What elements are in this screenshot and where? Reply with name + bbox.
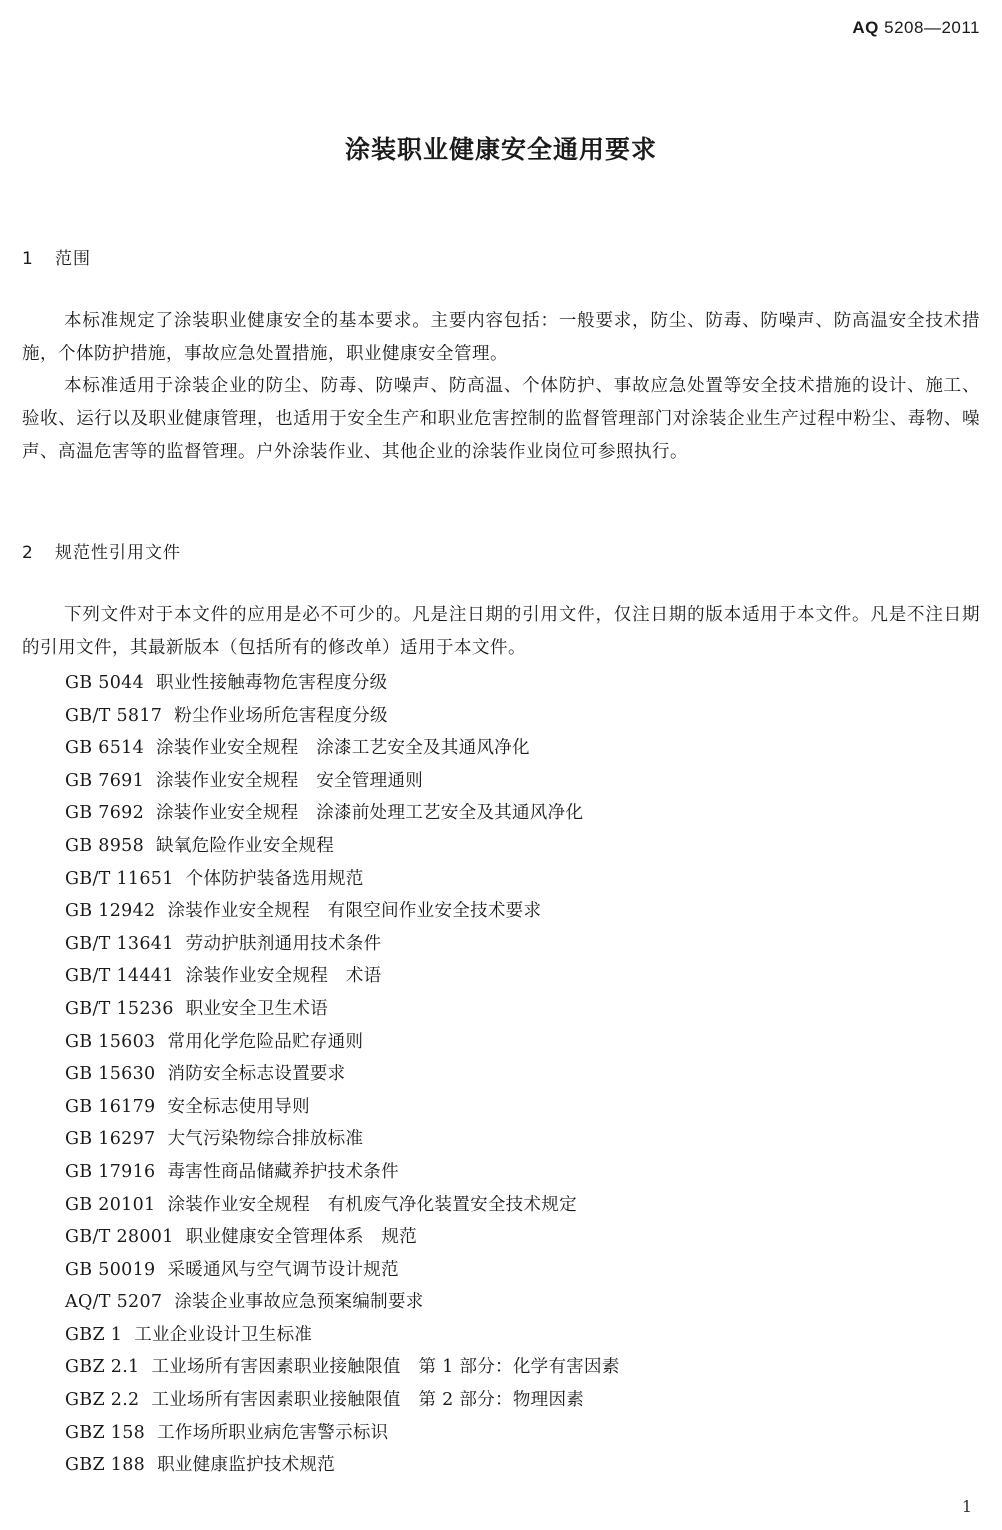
reference-title: 工业企业设计卫生标准 bbox=[134, 1324, 313, 1345]
reference-item bbox=[65, 1058, 620, 1091]
reference-item bbox=[65, 667, 620, 700]
reference-item bbox=[65, 1221, 620, 1254]
reference-title: 职业安全卫生术语 bbox=[185, 998, 329, 1019]
reference-item bbox=[65, 830, 620, 863]
reference-code: AQ/T 5207 bbox=[65, 1292, 163, 1313]
reference-title: 涂装企业事故应急预案编制要求 bbox=[174, 1292, 424, 1313]
reference-code: GB/T 13641 bbox=[65, 933, 174, 954]
reference-code: GB 16297 bbox=[65, 1129, 156, 1150]
reference-item bbox=[65, 732, 620, 765]
reference-title: 常用化学危险品贮存通则 bbox=[167, 1031, 364, 1052]
reference-title: 工业场所有害因素职业接触限值 第 2 部分：物理因素 bbox=[151, 1390, 585, 1411]
page-number: 1 bbox=[961, 1497, 972, 1516]
section-2-number: 2 bbox=[22, 543, 33, 563]
reference-item bbox=[65, 1189, 620, 1222]
reference-title: 职业健康监护技术规范 bbox=[157, 1455, 336, 1476]
normative-reference-list bbox=[65, 667, 620, 1482]
reference-code: GB 5044 bbox=[65, 673, 145, 693]
reference-item bbox=[65, 1384, 620, 1417]
reference-code: GB 16179 bbox=[65, 1096, 156, 1117]
reference-code: GBZ 188 bbox=[65, 1455, 146, 1476]
reference-code: GB 17916 bbox=[65, 1161, 156, 1182]
reference-item bbox=[65, 765, 620, 798]
reference-title: 大气污染物综合排放标准 bbox=[167, 1129, 364, 1150]
reference-code: GB 20101 bbox=[65, 1194, 156, 1215]
standard-org: AQ bbox=[852, 18, 879, 37]
reference-code: GB 15603 bbox=[65, 1031, 156, 1052]
reference-code: GBZ 158 bbox=[65, 1422, 146, 1443]
reference-item bbox=[65, 1319, 620, 1352]
reference-item bbox=[65, 1123, 620, 1156]
standard-code-header bbox=[852, 18, 980, 38]
section-1-number: 1 bbox=[22, 249, 33, 269]
reference-code: GB 50019 bbox=[65, 1259, 156, 1280]
reference-item bbox=[65, 700, 620, 733]
reference-item bbox=[65, 1417, 620, 1450]
reference-title: 缺氧危险作业安全规程 bbox=[156, 835, 335, 856]
reference-title: 劳动护肤剂通用技术条件 bbox=[185, 933, 382, 954]
reference-title: 涂装作业安全规程 安全管理通则 bbox=[156, 770, 424, 791]
reference-code: GB 15630 bbox=[65, 1064, 156, 1085]
reference-item bbox=[65, 1156, 620, 1189]
reference-title: 消防安全标志设置要求 bbox=[167, 1064, 346, 1085]
reference-code: GB/T 15236 bbox=[65, 998, 174, 1019]
section-2-title: 规范性引用文件 bbox=[55, 543, 181, 563]
reference-title: 涂装作业安全规程 涂漆前处理工艺安全及其通风净化 bbox=[156, 803, 584, 824]
reference-item bbox=[65, 1091, 620, 1124]
reference-title: 工作场所职业病危害警示标识 bbox=[157, 1422, 389, 1443]
reference-item bbox=[65, 928, 620, 961]
reference-title: 职业性接触毒物危害程度分级 bbox=[156, 673, 388, 693]
section-1-heading bbox=[22, 244, 91, 269]
reference-title: 涂装作业安全规程 有限空间作业安全技术要求 bbox=[167, 901, 542, 922]
reference-title: 涂装作业安全规程 术语 bbox=[185, 966, 382, 987]
reference-code: GB/T 5817 bbox=[65, 705, 163, 726]
reference-title: 安全标志使用导则 bbox=[167, 1096, 310, 1117]
reference-item bbox=[65, 993, 620, 1026]
section-2-intro: 下列文件对于本文件的应用是必不可少的。凡是注日期的引用文件，仅注日期的版本适用于本文件。凡是不注日期的引用文件，其最新版本（包括所有的修改单）适用于本文件。 bbox=[22, 605, 980, 658]
reference-code: GB 12942 bbox=[65, 901, 156, 922]
reference-code: GB 6514 bbox=[65, 738, 145, 759]
reference-item bbox=[65, 797, 620, 830]
reference-title: 工业场所有害因素职业接触限值 第 1 部分：化学有害因素 bbox=[151, 1357, 620, 1378]
reference-item bbox=[65, 863, 620, 896]
document-title: 涂装职业健康安全通用要求 bbox=[344, 135, 657, 164]
reference-code: GB/T 11651 bbox=[65, 868, 174, 889]
reference-title: 个体防护装备选用规范 bbox=[185, 868, 364, 889]
reference-title: 职业健康安全管理体系 规范 bbox=[185, 1227, 418, 1248]
standard-number: 5208—2011 bbox=[884, 18, 980, 37]
reference-code: GBZ 1 bbox=[65, 1324, 123, 1345]
reference-code: GB 7692 bbox=[65, 803, 145, 824]
reference-title: 涂装作业安全规程 涂漆工艺安全及其通风净化 bbox=[156, 738, 530, 759]
reference-code: GB 7691 bbox=[65, 770, 145, 791]
reference-code: GB/T 28001 bbox=[65, 1227, 174, 1248]
section-1-paragraph-2: 本标准适用于涂装企业的防尘、防毒、防噪声、防高温、个体防护、事故应急处置等安全技术措施的设计、施工、验收、运行以及职业健康管理，也适用于安全生产和职业危害控制的监督管理部门对涂装企业生产过程中粉尘、毒物、噪声、高温危害等的监督管理。户外涂装作业、其他企业的涂装作业岗位可参照执行。 bbox=[22, 376, 980, 462]
reference-code: GBZ 2.2 bbox=[65, 1390, 140, 1411]
reference-title: 粉尘作业场所危害程度分级 bbox=[174, 705, 388, 726]
reference-item bbox=[65, 1286, 620, 1319]
reference-item bbox=[65, 895, 620, 928]
reference-code: GB/T 14441 bbox=[65, 966, 174, 987]
section-2-heading bbox=[22, 538, 181, 563]
reference-title: 涂装作业安全规程 有机废气净化装置安全技术规定 bbox=[167, 1194, 577, 1215]
reference-item bbox=[65, 1254, 620, 1287]
section-1-title: 范围 bbox=[55, 249, 91, 269]
reference-code: GB 8958 bbox=[65, 835, 145, 856]
reference-title: 采暖通风与空气调节设计规范 bbox=[167, 1259, 399, 1280]
reference-title: 毒害性商品储藏养护技术条件 bbox=[167, 1161, 399, 1182]
reference-item bbox=[65, 960, 620, 993]
reference-code: GBZ 2.1 bbox=[65, 1357, 140, 1378]
reference-item bbox=[65, 1026, 620, 1059]
section-1-paragraph-1: 本标准规定了涂装职业健康安全的基本要求。主要内容包括：一般要求，防尘、防毒、防噪声、防高温安全技术措施，个体防护措施，事故应急处置措施，职业健康安全管理。 bbox=[22, 311, 980, 364]
reference-item bbox=[65, 1449, 620, 1482]
reference-item bbox=[65, 1351, 620, 1384]
